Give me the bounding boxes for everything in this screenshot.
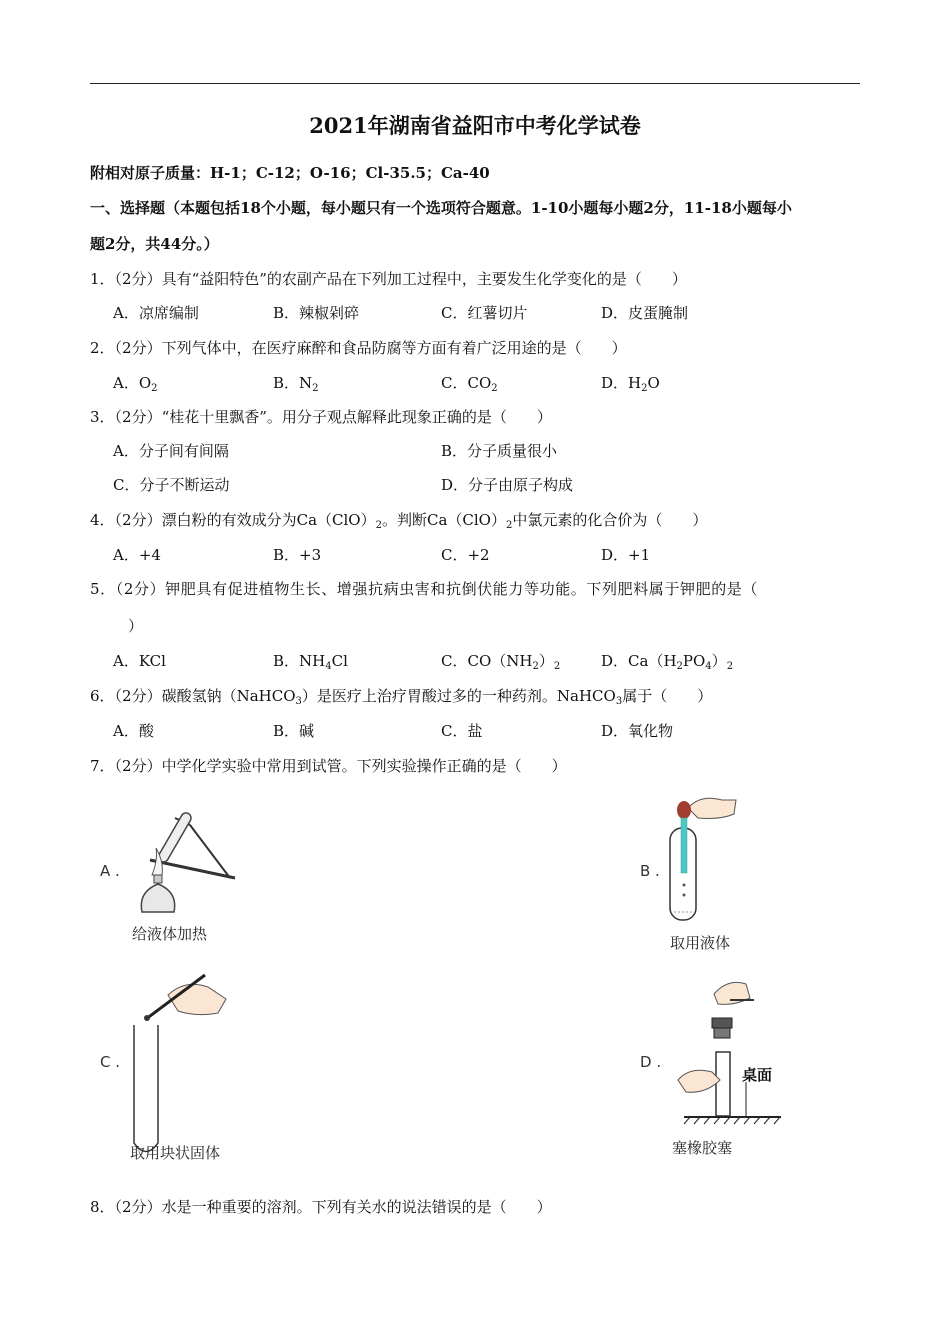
q6-option-a[interactable]: A．酸	[113, 722, 154, 740]
figure-b-caption: 取用液体	[670, 934, 731, 952]
question-1-stem: 1．（2分）具有“益阳特色”的农副产品在下列加工过程中，主要发生化学变化的是（ ）	[90, 270, 687, 288]
q3-option-c[interactable]: C．分子不断运动	[113, 476, 230, 494]
figure-b-dropper-illustration	[660, 790, 740, 930]
q2-option-c[interactable]: C．$CO_2$	[441, 374, 498, 394]
q4-option-d[interactable]: D．+1	[601, 546, 651, 564]
question-2-stem: 2．（2分）下列气体中，在医疗麻醉和食品防腐等方面有着广泛用途的是（ ）	[90, 339, 627, 357]
q1-option-a[interactable]: A．凉席编制	[113, 304, 199, 322]
q6-option-c[interactable]: C．盐	[441, 722, 483, 740]
question-5-stem-cont: ）	[128, 617, 144, 635]
section-heading-cont: 题2分，共44分。）	[90, 235, 219, 253]
q2-option-a[interactable]: A．$O_2$	[113, 374, 158, 394]
figure-a-heating-illustration	[130, 800, 250, 920]
q4-option-a[interactable]: A．+4	[113, 546, 161, 564]
figure-d-table-note: 桌面	[742, 1066, 773, 1084]
figure-d-caption: 塞橡胶塞	[672, 1139, 733, 1157]
q5-option-b[interactable]: B．$NH_4Cl$	[273, 652, 348, 672]
figure-c-caption: 取用块状固体	[130, 1144, 221, 1162]
q6-option-b[interactable]: B．碱	[273, 722, 315, 740]
q2-option-b[interactable]: B．$N_2$	[273, 374, 319, 394]
q1-option-c[interactable]: C．红薯切片	[441, 304, 528, 322]
figure-d-label[interactable]: D .	[640, 1053, 662, 1071]
page-title: 2021年湖南省益阳市中考化学试卷	[309, 113, 641, 138]
q4-option-c[interactable]: C．+2	[441, 546, 490, 564]
question-7-stem: 7．（2分）中学化学实验中常用到试管。下列实验操作正确的是（ ）	[90, 757, 567, 775]
q5-option-c[interactable]: C．$CO(NH_2)_2$	[441, 652, 561, 672]
figure-b-label[interactable]: B .	[640, 862, 660, 880]
figure-c-solid-illustration	[130, 965, 230, 1140]
section-heading: 一、选择题（本题包括18个小题，每小题只有一个选项符合题意。1-10小题每小题2分，11-18小题每小	[90, 199, 792, 217]
figure-c-label[interactable]: C .	[100, 1053, 121, 1071]
figure-d-stopper-illustration	[676, 972, 786, 1134]
question-5-stem: 5．（2分）钾肥具有促进植物生长、增强抗病虫害和抗倒伏能力等功能。下列肥料属于钾肥的是（	[90, 580, 758, 598]
q3-option-b[interactable]: B．分子质量很小	[441, 442, 558, 460]
q5-option-a[interactable]: A．KCl	[113, 652, 166, 670]
q2-option-d[interactable]: D．$H_2O$	[601, 374, 660, 394]
figure-a-caption: 给液体加热	[132, 925, 208, 943]
q4-option-b[interactable]: B．+3	[273, 546, 322, 564]
question-4-stem: 4．（2分）漂白粉的有效成分为$Ca(ClO)_2$。判断$Ca(ClO)_2$中氯元素的化合价为（ ）	[90, 511, 708, 531]
question-6-stem: 6．（2分）碳酸氢钠（NaHCO$_3$）是医疗上治疗胃酸过多的一种药剂。NaHCO$_3$属于（ ）	[90, 687, 713, 707]
q1-option-d[interactable]: D．皮蛋腌制	[601, 304, 689, 322]
question-3-stem: 3．（2分）“桂花十里飘香”。用分子观点解释此现象正确的是（ ）	[90, 408, 552, 426]
question-8-stem: 8．（2分）水是一种重要的溶剂。下列有关水的说法错误的是（ ）	[90, 1198, 552, 1216]
header-rule	[90, 83, 860, 84]
q5-option-d[interactable]: D．$Ca(H_2PO_4)_2$	[601, 652, 734, 672]
figure-a-label[interactable]: A .	[100, 862, 120, 880]
q3-option-a[interactable]: A．分子间有间隔	[113, 442, 229, 460]
q3-option-d[interactable]: D．分子由原子构成	[441, 476, 574, 494]
q6-option-d[interactable]: D．氧化物	[601, 722, 674, 740]
q1-option-b[interactable]: B．辣椒剁碎	[273, 304, 360, 322]
atomic-mass-note: 附相对原子质量：H-1；C-12；O-16；Cl-35.5；Ca-40	[90, 164, 490, 182]
